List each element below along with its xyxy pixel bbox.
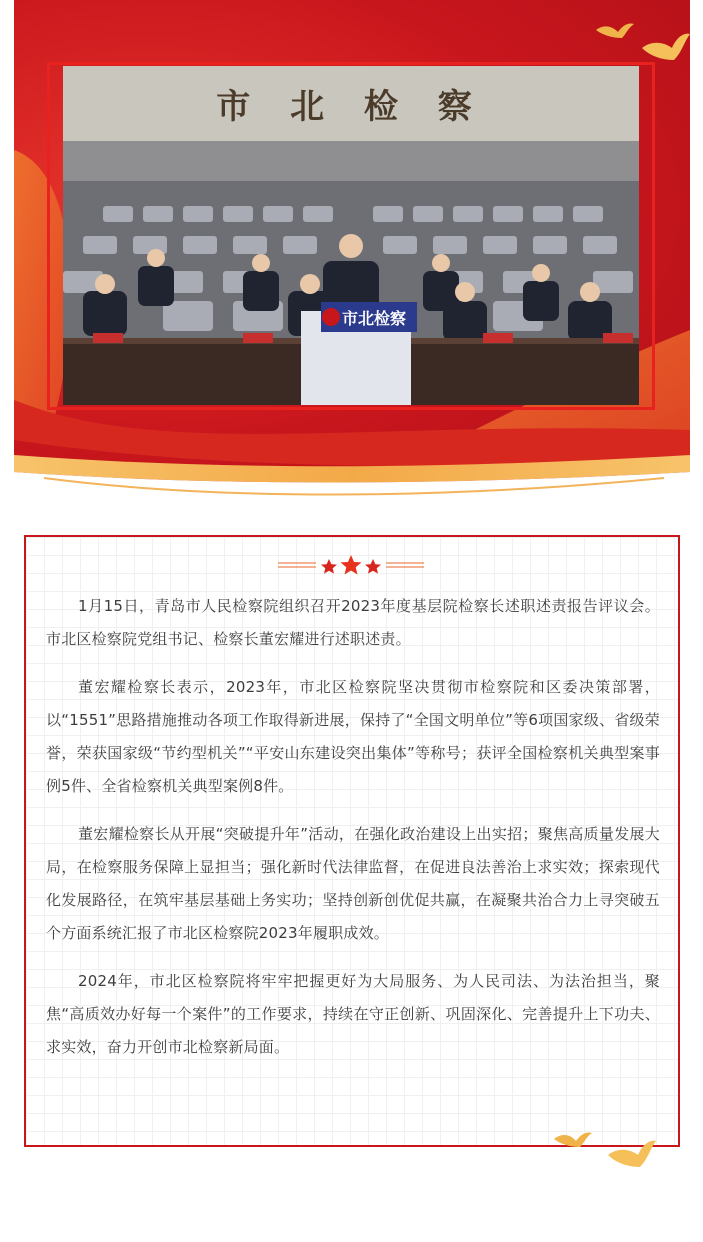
stars-ornament	[276, 555, 426, 577]
podium-sign-text: 市北检察	[341, 309, 407, 328]
paragraph-3: 董宏耀检察长从开展“突破提升年”活动，在强化政治建设上出实招；聚焦高质量发展大局，在检察服务保障上显担当；强化新时代法律监督，在促进良法善治上求实效；探索现代化发展路径，在筑牢基层基础上务实功；坚持创新创优促共赢，在凝聚共治合力上寻突破五个方面系统汇报了市北区检察院2023年履职成效。	[46, 825, 660, 942]
paragraph-1: 1月15日，青岛市人民检察院组织召开2023年度基层院检察长述职述责报告评议会。市北区检察院党组书记、检察长董宏耀进行述职述责。	[46, 597, 660, 648]
article-body	[46, 590, 660, 1079]
paragraph-4: 2024年，市北区检察院将牢牢把握更好为大局服务、为人民司法、为法治担当，聚焦“高质效办好每一个案件”的工作要求，持续在守正创新、巩固深化、完善提升上下功夫、求实效，奋力开创市北检察新局面。	[46, 972, 660, 1056]
wall-sign-text: 市 北 检 察	[216, 87, 486, 127]
meeting-photo	[63, 66, 639, 405]
gold-birds-decoration	[592, 18, 692, 68]
paragraph-2: 董宏耀检察长表示，2023年，市北区检察院坚决贯彻市检察院和区委决策部署，以“1551”思路措施推动各项工作取得新进展，保持了“全国文明单位”等6项国家级、省级荣誉，荣获国家级“节约型机关”“平安山东建设突出集体”等称号；获评全国检察机关典型案事例5件、全省检察机关典型案例8件。	[46, 678, 660, 795]
bottom-gold-birds-decoration	[550, 1125, 660, 1175]
